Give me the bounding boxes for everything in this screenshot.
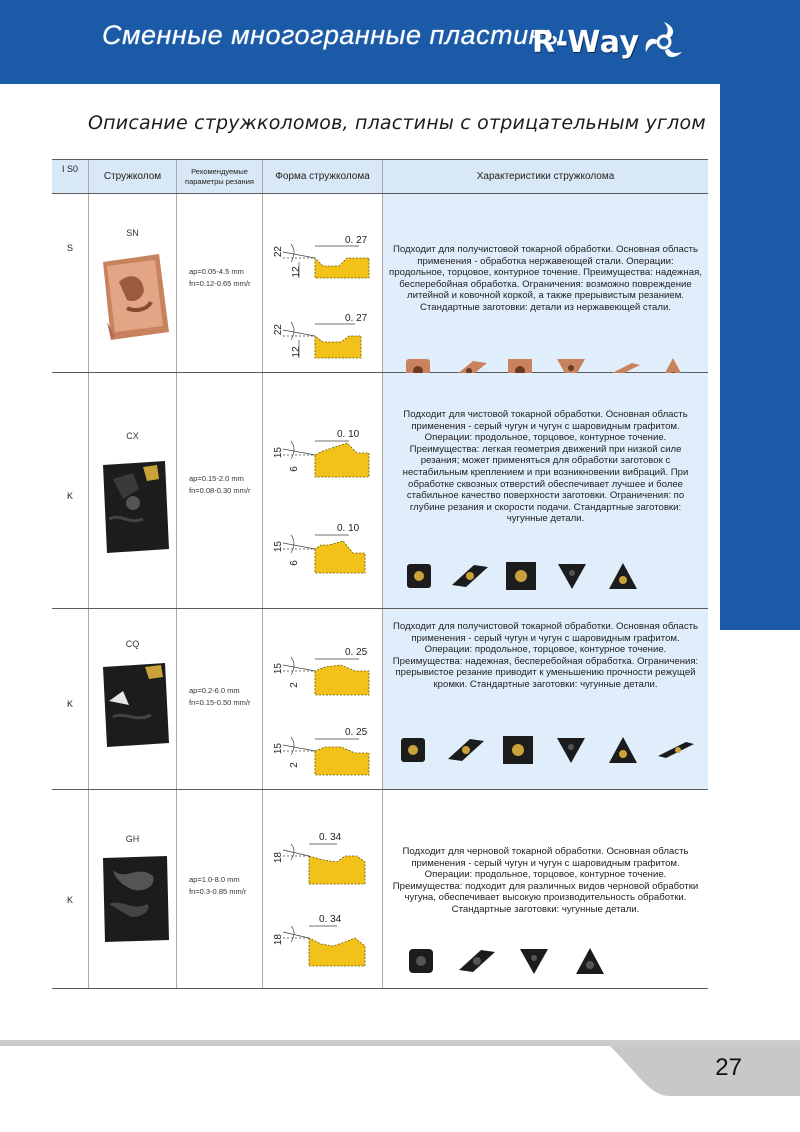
insert-thumb-icon: [603, 733, 643, 767]
chipbreaker-profile-diagram: [269, 908, 379, 970]
table-row: [52, 790, 708, 989]
width-label: 0. 10: [337, 429, 360, 440]
footer-tab: [610, 1046, 800, 1096]
chipbreaker-code: GH: [125, 834, 140, 844]
description: Подходит для черновой токарной обработки. Основная область применения - серый чугун и чугун с шаровидным графитом. Операции: продольное, торцовое, контурное точение. Преимущества: подходит для различных видов черновой обработки чугуна, обеспечивает высокую производительность обработки. Стандартные заготовки: чугунные детали.: [392, 846, 699, 915]
angle-label: 22: [273, 246, 284, 258]
width-label: 0. 34: [319, 832, 342, 843]
description: Подходит для получистовой токарной обработки. Основная область применения - обработка нержавеющей стали. Операции: продольное, торцовое, контурное точение. Преимущества: надежная, бесперебойная обработка. Ограничения: возможно повреждение литейной и ковочной коркой, а также прерывистым резанием. Стандартные заготовки: детали из нержавеющей стали.: [389, 244, 702, 313]
description: Подходит для чистовой токарной обработки. Основная область применения - серый чугун и чугун с шаровидным графитом. Операции: продольное, торцовое, контурное точение. Преимущества: легкая геометрия движений при низкой силе резания; может применяться для обработки заготовок с нестабильным креплением и при возникновении вибраций. При обработке сквозных отверстий обеспечивает лучшее и более стабильное качество поверхности заготовки. Ограничения: по глубине резания и скорости подачи. Стандартные заготовки: чугунные детали.: [402, 409, 689, 525]
insert-photo-icon: [99, 661, 171, 749]
header-title: Сменные многогранные пластины: [102, 20, 565, 50]
table-row: [52, 194, 708, 373]
insert-thumb-icon: [399, 559, 439, 593]
height-label: 6: [289, 466, 300, 472]
chipbreaker-cell: [88, 609, 176, 789]
table-row: [52, 609, 708, 790]
params-cell: [176, 373, 262, 608]
characteristics-cell: [382, 790, 708, 988]
params-cell: [176, 790, 262, 988]
chipbreaker-profile-diagram: [269, 826, 379, 888]
param-fn: fn=0.3-0.85 mm/r: [189, 887, 247, 896]
insert-thumbnails: [387, 733, 702, 767]
description: Подходит для получистовой токарной обработки. Основная область применения - серый чугун и чугун с шаровидным графитом. Операции: продольное, торцовое, контурное точение. Преимущества: надежная, бесперебойная обработка. Ограничения: прерывистое резание приводит к уменьшению прочности режущей кромки. Стандартные заготовки: чугунные детали.: [392, 621, 699, 690]
form-cell: [262, 790, 382, 988]
param-ap: ap=0.15-2.0 mm: [189, 474, 244, 483]
iso-code: K: [66, 490, 73, 501]
iso-code: S: [66, 243, 73, 253]
form-cell: [262, 194, 382, 372]
chipbreaker-cell: [88, 790, 176, 988]
insert-thumb-icon: [446, 733, 486, 767]
insert-thumb-icon: [393, 733, 433, 767]
iso-code: K: [66, 895, 73, 905]
brand-logo: [532, 14, 686, 70]
iso-code: K: [66, 699, 73, 709]
chipbreaker-profile-diagram: [269, 302, 379, 362]
table-header: [52, 159, 708, 194]
form-cell: [262, 609, 382, 789]
insert-thumb-icon: [551, 733, 591, 767]
chipbreaker-cell: [88, 194, 176, 372]
width-label: 0. 25: [345, 727, 368, 738]
insert-photo-icon: [99, 459, 171, 555]
header-form: Форма стружколома: [262, 160, 382, 193]
height-label: 2: [289, 762, 300, 768]
insert-thumb-icon: [457, 944, 497, 978]
side-band: [720, 84, 800, 630]
chipbreaker-code: CQ: [125, 639, 140, 649]
height-label: 2: [289, 682, 300, 688]
chipbreaker-cell: [88, 373, 176, 608]
chipbreaker-profile-diagram: [269, 513, 379, 577]
insert-thumb-icon: [514, 944, 554, 978]
turbine-logo-icon: [642, 20, 686, 64]
param-ap: ap=1.0-8.0 mm: [189, 875, 240, 884]
characteristics-cell: [382, 609, 708, 789]
angle-label: 22: [273, 324, 284, 336]
width-label: 0. 27: [345, 313, 368, 324]
angle-label: 18: [273, 934, 284, 946]
insert-thumb-icon: [570, 944, 610, 978]
characteristics-cell: [382, 194, 708, 372]
page-number: 27: [715, 1054, 742, 1081]
insert-thumb-icon: [450, 559, 490, 593]
table-row: [52, 373, 708, 609]
param-ap: ap=0.05-4.5 mm: [189, 267, 244, 276]
angle-label: 18: [273, 852, 284, 864]
param-fn: fn=0.08-0.30 mm/r: [189, 486, 251, 495]
param-fn: fn=0.15-0.50 mm/r: [189, 698, 251, 707]
params-cell: [176, 194, 262, 372]
header-characteristics: Характеристики стружколома: [382, 160, 708, 193]
insert-thumbnails: [393, 559, 648, 593]
insert-thumb-icon: [656, 733, 696, 767]
insert-thumb-icon: [498, 733, 538, 767]
chipbreaker-table: [52, 159, 708, 989]
form-cell: [262, 373, 382, 608]
width-label: 0. 34: [319, 914, 342, 925]
insert-thumb-icon: [501, 559, 541, 593]
params-cell: [176, 609, 262, 789]
insert-thumb-icon: [603, 559, 643, 593]
height-label: 12: [291, 346, 302, 358]
param-fn: fn=0.12-0.65 mm/r: [189, 279, 251, 288]
angle-label: 15: [273, 447, 284, 459]
chipbreaker-profile-diagram: [269, 717, 379, 779]
header-params: Рекомендуемые параметры резания: [176, 160, 262, 193]
chipbreaker-profile-diagram: [269, 637, 379, 699]
insert-thumb-icon: [401, 944, 441, 978]
height-label: 12: [291, 266, 302, 278]
chipbreaker-code: CX: [126, 431, 139, 441]
angle-label: 15: [273, 663, 284, 675]
width-label: 0. 27: [345, 235, 368, 246]
header-chipbreaker: Стружколом: [88, 160, 176, 193]
angle-label: 15: [273, 541, 284, 553]
param-ap: ap=0.2-6.0 mm: [189, 686, 240, 695]
header-iso: I S0: [61, 164, 78, 174]
insert-thumbnails: [393, 944, 618, 978]
insert-photo-icon: [99, 252, 171, 342]
page-subtitle: Описание стружколомов, пластины с отрицательным углом: [88, 112, 706, 134]
chipbreaker-profile-diagram: [269, 222, 379, 282]
logo-text: R-Way: [532, 24, 640, 60]
width-label: 0. 25: [345, 647, 368, 658]
width-label: 0. 10: [337, 523, 360, 534]
insert-thumb-icon: [552, 559, 592, 593]
chipbreaker-profile-diagram: [269, 417, 379, 481]
angle-label: 15: [273, 743, 284, 755]
height-label: 6: [289, 560, 300, 566]
characteristics-cell: [382, 373, 708, 608]
chipbreaker-code: SN: [126, 228, 139, 238]
insert-photo-icon: [99, 854, 171, 944]
